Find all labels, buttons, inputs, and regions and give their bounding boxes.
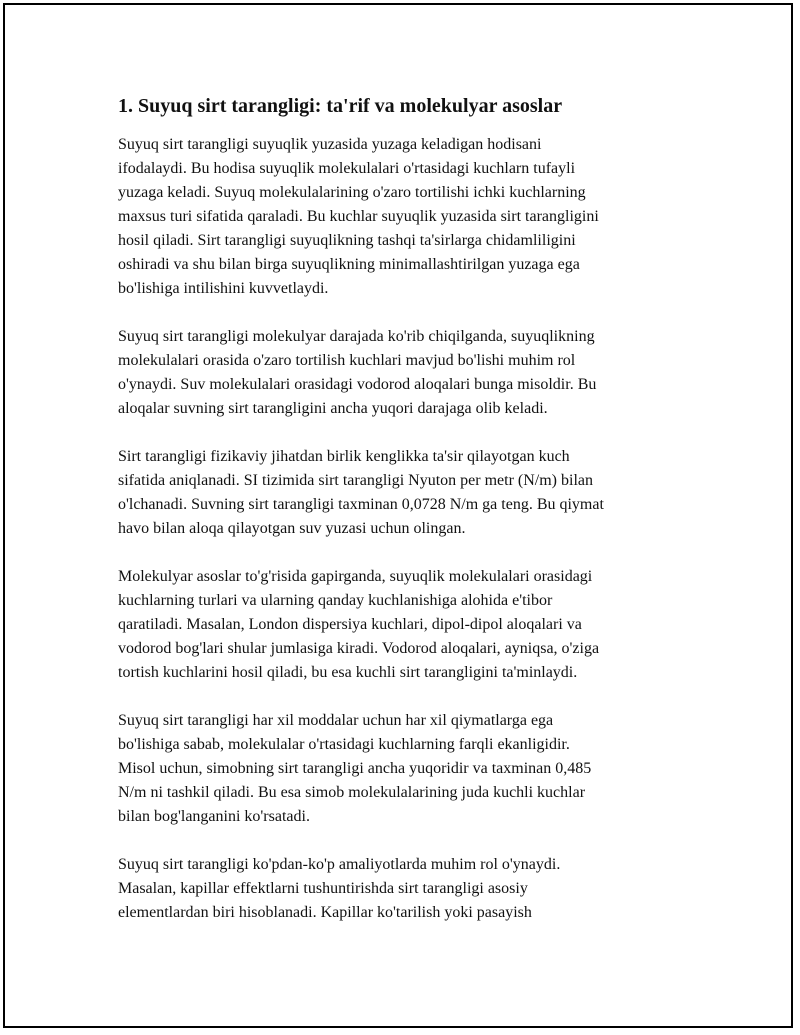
text-line: vodorod bog'lari shular jumlasiga kiradi. Vodorod aloqalari, ayniqsa, o'ziga (118, 640, 600, 657)
text-line: maxsus turi sifatida qaraladi. Bu kuchlar suyuqlik yuzasida sirt tarangligini (118, 208, 599, 225)
text-line: Sirt tarangligi fizikaviy jihatdan birlik kenglikka ta'sir qilayotgan kuch (118, 448, 570, 465)
paragraph-5 (118, 709, 678, 829)
text-line: Masalan, kapillar effektlarni tushuntirishda sirt tarangligi asosiy (118, 880, 528, 897)
text-line: N/m ni tashkil qiladi. Bu esa simob molekulalarining juda kuchli kuchlar (118, 784, 586, 801)
text-line: hosil qiladi. Sirt tarangligi suyuqlikning tashqi ta'sirlarga chidamliligini (118, 232, 576, 249)
text-line: bo'lishiga sabab, molekulalar o'rtasidagi kuchlarning farqli ekanligidir. (118, 736, 570, 753)
document-body (118, 93, 678, 949)
text-line: aloqalar suvning sirt tarangligini ancha yuqori darajaga olib keladi. (118, 400, 548, 417)
text-line: Suyuq sirt tarangligi har xil moddalar uchun har xil qiymatlarga ega (118, 712, 554, 729)
text-line: bo'lishiga intilishini kuvvetlaydi. (118, 280, 329, 297)
text-line: ifodalaydi. Bu hodisa suyuqlik molekulalari o'rtasidagi kuchlarn tufayli (118, 160, 576, 177)
text-line: molekulalari orasida o'zaro tortilish kuchlari mavjud bo'lishi muhim rol (118, 352, 576, 369)
text-line: Molekulyar asoslar to'g'risida gapirganda, suyuqlik molekulalari orasidagi (118, 568, 593, 585)
text-line: Suyuq sirt tarangligi suyuqlik yuzasida yuzaga keladigan hodisani (118, 136, 542, 153)
text-line: kuchlarning turlari va ularning qanday kuchlanishiga alohida e'tibor (118, 592, 553, 609)
text-line: tortish kuchlarini hosil qiladi, bu esa kuchli sirt tarangligini ta'minlaydi. (118, 664, 578, 681)
text-line: oshiradi va shu bilan birga suyuqlikning minimallashtirilgan yuzaga ega (118, 256, 580, 273)
paragraph-4 (118, 565, 678, 685)
text-line: yuzaga keladi. Suyuq molekulalarining o'zaro tortilishi ichki kuchlarning (118, 184, 586, 201)
paragraph-2 (118, 325, 678, 421)
text-line: elementlardan biri hisoblanadi. Kapillar ko'tarilish yoki pasayish (118, 904, 532, 921)
text-line: havo bilan aloqa qilayotgan suv yuzasi uchun olingan. (118, 520, 466, 537)
text-line: o'lchanadi. Suvning sirt tarangligi taxminan 0,0728 N/m ga teng. Bu qiymat (118, 496, 604, 513)
text-line: bilan bog'langanini ko'rsatadi. (118, 808, 310, 825)
text-line: qaratiladi. Masalan, London dispersiya kuchlari, dipol-dipol aloqalari va (118, 616, 582, 633)
paragraph-1 (118, 133, 678, 301)
section-heading: 1. Suyuq sirt tarangligi: ta'rif va molekulyar asoslar (118, 95, 563, 117)
text-line: o'ynaydi. Suv molekulalari orasidagi vodorod aloqalari bunga misoldir. Bu (118, 376, 597, 393)
text-line: Suyuq sirt tarangligi ko'pdan-ko'p amaliyotlarda muhim rol o'ynaydi. (118, 856, 561, 873)
text-line: sifatida aniqlanadi. SI tizimida sirt tarangligi Nyuton per metr (N/m) bilan (118, 472, 593, 489)
paragraph-6 (118, 853, 678, 925)
text-line: Suyuq sirt tarangligi molekulyar darajada ko'rib chiqilganda, suyuqlikning (118, 328, 595, 345)
text-line: Misol uchun, simobning sirt tarangligi ancha yuqoridir va taxminan 0,485 (118, 760, 592, 777)
paragraph-3 (118, 445, 678, 541)
